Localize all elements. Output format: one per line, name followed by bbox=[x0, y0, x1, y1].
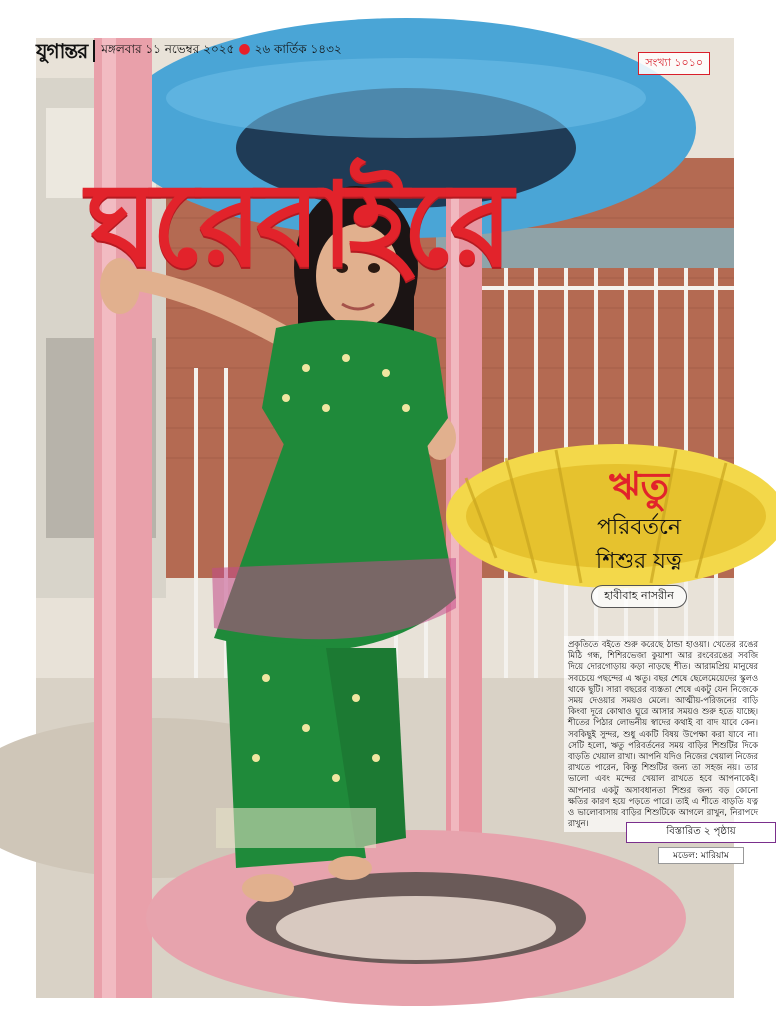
date-gregorian: মঙ্গলবার ১১ নভেম্বর ২০২৫ bbox=[101, 42, 235, 56]
article-author: হাবীবাহ নাসরীন bbox=[591, 585, 687, 608]
masthead-title: ঘরেবাইরে bbox=[86, 157, 508, 293]
article-kicker: ঋতু bbox=[609, 463, 669, 508]
dateline bbox=[101, 41, 341, 61]
issue-number: সংখ্যা ১০১০ bbox=[638, 52, 710, 75]
top-bar bbox=[36, 38, 734, 64]
headline-block bbox=[554, 463, 724, 608]
separator-dot-icon: ● bbox=[238, 41, 251, 57]
continued-on-page-link[interactable]: বিস্তারিত ২ পৃষ্ঠায় bbox=[626, 822, 776, 843]
masthead bbox=[64, 94, 724, 293]
article-headline-line1: পরিবর্তনে bbox=[596, 515, 682, 540]
newspaper-logo: যুগান্তর bbox=[36, 40, 95, 62]
more-box bbox=[626, 822, 776, 864]
date-bengali: ২৬ কার্তিক ১৪৩২ bbox=[254, 42, 342, 56]
article-body: প্রকৃতিতে বইতে শুরু করেছে ঠান্ডা হাওয়া। খেতের রঙের মিঠি গন্ধ, শিশিরভেজা কুয়াশা আর রংবেরঙের সবজি দিয়ে দোরগোড়ায় কড়া নাড়ছে শীত। আরামপ্রিয় মানুষের সবচেয়ে পছন্দের এ ঋতু। বছর শেষে ছেলেমেয়েদের স্কুলও থাকে ছুটি। সারা বছরের ব্যস্ততা শেষে একটু যেন নিজেকে সময় দেওয়ার সময়ও মেলে। আত্মীয়-পরিজনের বাড়ি কিংবা দূরে কোথাও ঘুরে আসার সময়ও শুরু হতে যাচ্ছে। শীতের পিঠার লোভনীয় স্বাদের কথাই বা বাদ যাবে কেন। সবকিছুই সুন্দর, শুধু একটি বিষয় উপেক্ষা করা যাবে না। সেটি হলো, ঋতু পরিবর্তনের সময় বাড়ির শিশুটির দিকে বাড়তি খেয়াল রাখা। আপনি যদিও নিজের খেয়াল নিজের রাখতে পারেন, কিন্তু শিশুটির জন্য তা সহজ নয়। তার ভালো এবং মন্দের খেয়াল রাখতে হবে আপনাকেই। আপনার একটু অসাবধানতা শিশুর জন্য বড় কোনো ক্ষতির কারণ হয়ে পড়তে পারে। তাই এ শীতে বাড়তি যত্ন ও ভালোবাসায় বাড়ির শিশুটিকে আগলে রাখুন, নিরাপদে রাখুন। bbox=[564, 636, 762, 832]
article-headline-line2: শিশুর যত্ন bbox=[595, 549, 683, 574]
model-credit: মডেল: মারিয়াম bbox=[658, 847, 744, 864]
cover-page bbox=[36, 38, 758, 998]
